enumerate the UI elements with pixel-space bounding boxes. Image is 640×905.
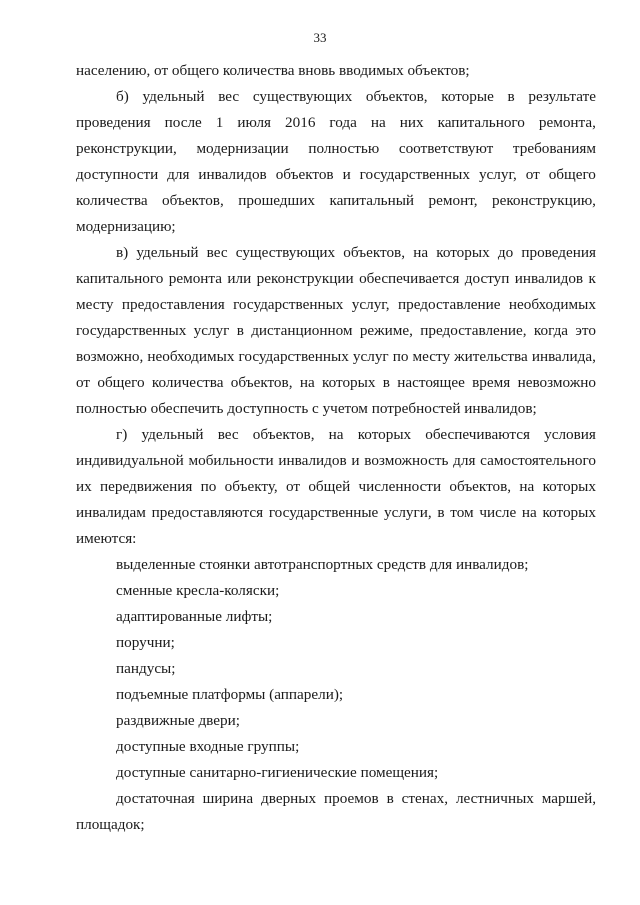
word: капитального bbox=[437, 114, 525, 131]
word: удельный bbox=[142, 88, 205, 105]
page-body bbox=[76, 58, 596, 838]
word: года bbox=[329, 114, 357, 131]
word: их bbox=[76, 478, 92, 495]
text-line bbox=[76, 500, 596, 526]
text-line: населению, от общего количества вновь вводимых объектов; bbox=[76, 62, 470, 79]
word: в bbox=[382, 374, 390, 391]
word: ремонт, bbox=[428, 192, 478, 209]
word: ширина bbox=[202, 790, 254, 807]
text-line bbox=[76, 786, 596, 812]
word: существующих bbox=[252, 88, 353, 105]
text-line bbox=[76, 162, 596, 188]
word: в bbox=[386, 790, 394, 807]
word: маршей, bbox=[541, 790, 596, 807]
word: на bbox=[328, 426, 344, 443]
word: которых bbox=[357, 426, 412, 443]
text-line bbox=[76, 188, 596, 214]
word: доступности bbox=[76, 166, 159, 183]
text-line bbox=[76, 318, 596, 344]
word: на bbox=[521, 504, 537, 521]
facility-list bbox=[76, 552, 596, 786]
word: числе bbox=[479, 504, 517, 521]
word: объектов, bbox=[252, 426, 315, 443]
page-number: 33 bbox=[313, 30, 327, 45]
word: предоставление bbox=[397, 296, 501, 313]
word: на bbox=[370, 114, 386, 131]
word: вес bbox=[206, 244, 228, 261]
word: предоставления bbox=[121, 296, 225, 313]
list-item: пандусы; bbox=[116, 660, 176, 677]
word: к bbox=[588, 270, 596, 287]
word: ремонта, bbox=[538, 114, 596, 131]
word: для bbox=[453, 452, 476, 469]
text-line bbox=[76, 370, 596, 396]
word: в) bbox=[116, 244, 129, 261]
text-line bbox=[76, 448, 596, 474]
list-item: доступные санитарно-гигиенические помещения; bbox=[116, 764, 439, 781]
word: месту bbox=[76, 296, 114, 313]
word: инвалида, bbox=[531, 348, 596, 365]
word: полностью bbox=[308, 140, 380, 157]
word: капитального bbox=[76, 270, 164, 287]
word: услуги, bbox=[384, 504, 432, 521]
list-item: адаптированные лифты; bbox=[116, 608, 273, 625]
word: том bbox=[450, 504, 474, 521]
word: когда bbox=[533, 322, 569, 339]
word: ремонта bbox=[168, 270, 222, 287]
list-item: сменные кресла-коляски; bbox=[116, 582, 280, 599]
word: предоставляются bbox=[151, 504, 264, 521]
word: объектов, bbox=[230, 374, 293, 391]
word: после bbox=[164, 114, 202, 131]
word: на bbox=[299, 374, 315, 391]
word: на bbox=[519, 478, 535, 495]
word: 2016 bbox=[285, 114, 316, 131]
word: б) bbox=[116, 88, 129, 105]
word: вес bbox=[218, 88, 240, 105]
text-line: модернизацию; bbox=[76, 218, 176, 235]
word: самостоятельного bbox=[480, 452, 596, 469]
word: от bbox=[525, 166, 540, 183]
word: мобильности bbox=[188, 452, 274, 469]
word: до bbox=[497, 244, 514, 261]
text-line bbox=[76, 474, 596, 500]
word: в bbox=[437, 504, 445, 521]
word: прошедших bbox=[238, 192, 315, 209]
word: результате bbox=[528, 88, 596, 105]
word: государственные bbox=[268, 504, 379, 521]
text-line: имеются: bbox=[76, 530, 137, 547]
word: индивидуальной bbox=[76, 452, 184, 469]
word: объектов, bbox=[162, 192, 224, 209]
word: существующих bbox=[235, 244, 336, 261]
word: невозможно bbox=[517, 374, 596, 391]
text-line bbox=[76, 240, 596, 266]
word: вес bbox=[217, 426, 239, 443]
word: время bbox=[472, 374, 511, 391]
word: государственных bbox=[359, 166, 470, 183]
word: возможность bbox=[364, 452, 449, 469]
word: предоставление, bbox=[420, 322, 527, 339]
word: обеспечивается bbox=[359, 270, 460, 287]
word: условия bbox=[544, 426, 596, 443]
word: количества bbox=[76, 192, 148, 209]
word: которых bbox=[542, 478, 596, 495]
word: инвалидов bbox=[514, 270, 584, 287]
word: обеспечиваются bbox=[425, 426, 530, 443]
word: которых bbox=[542, 504, 596, 521]
word: в bbox=[507, 88, 515, 105]
word: объектов, bbox=[343, 244, 406, 261]
word: по bbox=[200, 478, 217, 495]
word: требованиям bbox=[512, 140, 596, 157]
word: услуг, bbox=[351, 296, 390, 313]
text-line bbox=[76, 422, 596, 448]
word: необходимых bbox=[508, 296, 596, 313]
list-item: раздвижные двери; bbox=[116, 712, 240, 729]
word: на bbox=[413, 244, 429, 261]
word: жительства bbox=[454, 348, 528, 365]
word: количества bbox=[151, 374, 224, 391]
word: государственных bbox=[233, 296, 344, 313]
word: дистанционном bbox=[251, 322, 353, 339]
word: объектов, bbox=[365, 88, 428, 105]
word: июля bbox=[237, 114, 272, 131]
word: удельный bbox=[136, 244, 199, 261]
word: от bbox=[286, 478, 301, 495]
word: объектов bbox=[275, 166, 334, 183]
paragraph-item-g bbox=[76, 422, 596, 552]
word: соответствуют bbox=[398, 140, 494, 157]
word: инвалидов bbox=[198, 166, 267, 183]
word: проемов bbox=[324, 790, 379, 807]
word: или bbox=[227, 270, 252, 287]
word: настоящее bbox=[397, 374, 465, 391]
word: инвалидов bbox=[278, 452, 347, 469]
word: лестничных bbox=[455, 790, 534, 807]
word: государственных bbox=[76, 322, 187, 339]
text-line bbox=[76, 136, 596, 162]
word: г) bbox=[116, 426, 128, 443]
word: них bbox=[399, 114, 424, 131]
word: общего bbox=[97, 374, 145, 391]
word: которых bbox=[322, 374, 376, 391]
word: по bbox=[392, 348, 409, 365]
list-item: доступные входные группы; bbox=[116, 738, 300, 755]
list-item: выделенные стоянки автотранспортных средств для инвалидов; bbox=[116, 556, 529, 573]
word: общего bbox=[548, 166, 596, 183]
word: услуг, bbox=[478, 166, 517, 183]
word: государственных bbox=[238, 348, 349, 365]
word: которые bbox=[441, 88, 494, 105]
word: в bbox=[236, 322, 244, 339]
text-line bbox=[76, 292, 596, 318]
list-item: подъемные платформы (аппарели); bbox=[116, 686, 344, 703]
text-line bbox=[76, 110, 596, 136]
word: объекту, bbox=[224, 478, 278, 495]
word: услуг bbox=[352, 348, 389, 365]
word: реконструкцию, bbox=[491, 192, 596, 209]
word: удельный bbox=[141, 426, 204, 443]
word: 1 bbox=[215, 114, 224, 131]
word: реконструкции bbox=[256, 270, 354, 287]
word: от bbox=[76, 374, 91, 391]
paragraph-continuation bbox=[76, 58, 596, 84]
word: для bbox=[167, 166, 190, 183]
word: реконструкции, bbox=[76, 140, 177, 157]
text-line bbox=[76, 266, 596, 292]
word: и bbox=[342, 166, 351, 183]
word: это bbox=[575, 322, 596, 339]
word: инвалидам bbox=[76, 504, 146, 521]
list-item: поручни; bbox=[116, 634, 175, 651]
paragraph-item-b bbox=[76, 84, 596, 240]
text-line bbox=[76, 84, 596, 110]
paragraph-item-v bbox=[76, 240, 596, 422]
word: проведения bbox=[521, 244, 596, 261]
word: и bbox=[351, 452, 360, 469]
paragraph-door-width bbox=[76, 786, 596, 838]
word: месту bbox=[412, 348, 451, 365]
word: которых bbox=[436, 244, 490, 261]
word: проведения bbox=[76, 114, 151, 131]
word: стенах, bbox=[401, 790, 449, 807]
word: необходимых bbox=[147, 348, 235, 365]
text-line bbox=[76, 344, 596, 370]
word: возможно, bbox=[76, 348, 144, 365]
word: передвижения bbox=[100, 478, 193, 495]
word: общей bbox=[308, 478, 351, 495]
text-line: площадок; bbox=[76, 816, 145, 833]
word: достаточная bbox=[116, 790, 195, 807]
word: объектов, bbox=[449, 478, 512, 495]
word: дверных bbox=[261, 790, 317, 807]
word: численности bbox=[358, 478, 442, 495]
word: доступ bbox=[464, 270, 510, 287]
word: услуг bbox=[193, 322, 230, 339]
word: модернизации bbox=[196, 140, 289, 157]
word: капитальный bbox=[329, 192, 415, 209]
text-line: полностью обеспечить доступность с учетом потребностей инвалидов; bbox=[76, 400, 537, 417]
word: режиме, bbox=[359, 322, 413, 339]
